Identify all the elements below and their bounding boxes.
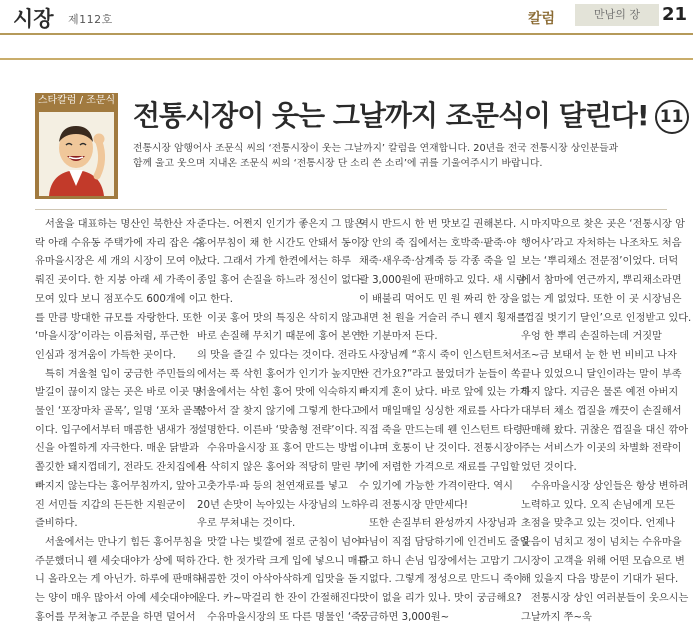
body-text-line: ‘껍질 벗기기 달인’으로 인정받고 있다.: [521, 312, 692, 324]
body-text-line: 홍어를 무쳐놓고 주문을 하면 덜어서: [35, 611, 196, 623]
body-text-line: 설명한다. 이른바 ‘맞춤형 전략’이다.: [197, 424, 358, 436]
series-number-badge: 11: [655, 100, 689, 134]
body-column-4: [521, 216, 692, 627]
body-text-line: ‘마을시장’이라는 이름처럼, 푸근한: [35, 331, 189, 343]
lead-line: 전통시장 암행어사 조문식 씨의 ‘전통시장이 웃는 그날까지’ 칼럼을 연재합니다. 20년을 전국 전통시장 상인분들과: [133, 143, 619, 154]
body-text-line: 서울에서는 삭힌 홍어 맛에 익숙하지: [197, 387, 358, 399]
body-divider: [35, 209, 667, 210]
body-text-line: 대부터 채소 껍질을 깨끗이 손질해서: [521, 406, 682, 418]
columnist-portrait-illustration: [39, 112, 114, 196]
body-text-line: 진 서민들 지갑의 든든한 지원군이: [35, 499, 186, 511]
body-text-line: 종일 홍어 손질을 하느라 정신이 없다: [197, 275, 361, 287]
body-text-line: 전통시장 상인 여러분들이 웃으시는: [531, 593, 689, 605]
body-text-line: 운다. 카~막걸리 한 잔이 간절해진다.: [197, 593, 363, 605]
body-text-line: 노력하고 있다. 오직 손님에게 모든: [521, 499, 675, 511]
body-text-line: 하지 않다. 지금은 물론 예전 아버지: [521, 387, 679, 399]
body-text-line: 조~금 보태서 눈 한 번 비비고 나자: [521, 349, 677, 361]
body-text-line: 장 안의 죽 집에서는 호박죽·팥죽·야: [359, 237, 517, 249]
body-text-line: 우리 전통시장 만만세다!: [359, 499, 468, 511]
body-text-line: 초점을 맞추고 있는 것이다. 언제나: [521, 518, 675, 530]
sijang-logo: [12, 4, 56, 32]
logo-text: 시장: [13, 7, 54, 31]
body-text-line: 괄 3,000원에 판매하고 있다. 새 시람: [359, 275, 526, 287]
body-text-line: 역시 반드시 한 번 맛보길 권해본다. 시: [359, 219, 530, 230]
body-text-line: 쫄깃한 돼지껍데기, 전라도 잔치집에서: [35, 462, 206, 474]
body-text-line: 고 한다.: [197, 293, 233, 305]
body-text-line: 났다. 그래서 가게 한켠에서는 하루: [197, 256, 351, 268]
body-text-line: 판매해 왔다. 귀찮은 껍질을 대신 깎아: [521, 424, 689, 436]
body-text-line: 었던 것이다.: [521, 462, 577, 474]
body-text-line: 주문했더니 웬 세숫대야가 상에 떡하: [35, 555, 196, 567]
body-text-line: 채죽·새우죽·삼계죽 등 각종 죽을 일: [359, 256, 517, 268]
body-text-line: 즐비하다.: [35, 518, 78, 530]
body-text-line: 준다는. 어쩐지 인기가 좋은지 그 많은: [197, 219, 365, 230]
page-number: 21: [662, 4, 688, 25]
body-text-line: 맛깔 나는 빛깔에 절로 군침이 넘어: [207, 536, 361, 548]
body-text-line: 새콤한 것이 아삭아삭하게 입맛을 돋: [197, 574, 358, 586]
body-text-line: 바로 손질해 무치기 때문에 홍어 본연: [197, 331, 361, 343]
body-text-line: 인심과 정겨움이 가득한 곳이다.: [35, 349, 176, 361]
body-text-line: 수유마을시장의 또 다른 명물인 ‘죽’: [207, 611, 365, 623]
body-text-line: 우로 무쳐내는 것이다.: [197, 518, 296, 530]
body-text-line: 수 있기에 가능한 가격이란다. 역시: [359, 480, 513, 492]
body-text-line: 따님이 직접 담당하기에 인건비도 줄일: [359, 536, 530, 548]
section-label: 칼럼: [528, 11, 556, 27]
body-text-line: 이냐며 호통이 난 것이다. 전통시장이: [359, 443, 523, 455]
lead-line: 함께 울고 웃으며 지내온 조문식 씨의 ‘전통시장 단 소리 쓴 소리’에 귀를 기울여주시기 바랍니다.: [133, 158, 543, 169]
body-text-line: 다고 하니 손님 입장에서는 고맙기 그: [359, 555, 523, 567]
body-text-line: 수유마을시장 표 홍어 만드는 방법: [207, 443, 358, 455]
body-text-line: 에서 매일매일 싱싱한 재료를 사다가: [359, 406, 520, 418]
body-text-line: 홍어무침이 채 한 시간도 안돼서 동이: [197, 237, 361, 249]
body-text-line: 행어사’라고 자처하는 나조차도 처음: [521, 237, 682, 249]
body-text-line: 끝나 있었으니 달인이라는 말이 부족: [521, 368, 682, 380]
body-text-line: 없는 게 없었다. 또한 이 곳 시장님은: [521, 293, 682, 305]
body-text-line: 기에 저렴한 가격으로 재료를 구입할: [359, 462, 520, 474]
body-text-line: 수유마을시장 상인들은 항상 변하려: [531, 480, 689, 492]
body-column-2: [197, 216, 368, 627]
body-text-line: 고춧가루·파 등의 천연재료를 넣고: [197, 480, 348, 492]
body-text-line: 이다. 입구에서부터 매콤한 냄새가 정: [35, 424, 199, 436]
body-text-line: 우엉 한 뿌리 손질하는데 거짓말: [521, 331, 662, 343]
body-text-line: 빠지지 않는다는 홍어무침까지, 앞아: [35, 480, 196, 492]
body-text-line: 20년 손맛이 녹아있는 사장님의 노하: [197, 499, 361, 511]
body-text-line: 싼 건가요?”라고 물었더가 눈들이 쏙: [359, 368, 521, 380]
article-lead: [133, 141, 663, 171]
body-text-line: 의 맛을 즐길 수 있다는 것이다. 전라도: [197, 349, 368, 361]
body-text-line: 간다. 한 젓가락 크게 입에 넣으니 매콤: [197, 555, 368, 567]
body-text-line: 에서 참마에 연근까지, 뿌리채소라면: [521, 275, 682, 287]
body-text-line: 은 삭히지 않은 홍어와 적당히 말린 무: [197, 462, 365, 474]
body-text-line: 궁금하면 3,000원~: [359, 611, 450, 623]
body-text-line: 락 아래 수유동 주택가에 자리 잡은 수: [35, 237, 203, 249]
body-text-line: 서울에서는 만나기 힘든 홍어무침을: [45, 536, 203, 548]
body-text-line: 이곳 홍어 맛의 특징은 삭히지 않고: [207, 312, 361, 324]
body-text-line: 니 올라오는 게 아닌가. 하루에 판매하: [35, 574, 203, 586]
body-text-line: 발길이 끊이지 않는 곳은 바로 이곳 명: [35, 387, 203, 399]
body-text-line: 한 기분마저 든다.: [359, 331, 438, 343]
body-text-line: 를 만큼 방대한 규모를 자랑한다. 또한: [35, 312, 203, 324]
body-column-1: [35, 216, 206, 627]
body-text-line: 뤄진 곳이다. 한 지붕 아래 세 가족이: [35, 275, 196, 287]
body-text-line: 빠지게 혼이 났다. 바로 앞에 있는 가게: [359, 387, 530, 399]
body-column-3: [359, 216, 530, 627]
header-rule: [0, 33, 693, 35]
body-text-line: 마지막으로 찾은 곳은 ‘전통시장 암: [531, 219, 685, 230]
body-text-line: 특히 겨울철 입이 궁금한 주민들의: [45, 368, 196, 380]
body-text-line: 모여 있다 보니 점포수도 600개에 이: [35, 293, 199, 305]
article-title-text: 전통시장이 웃는 그날까지 조문식이 달린다!: [133, 99, 649, 132]
body-text-line: 주는 서비스가 이곳의 차별화 전략이: [521, 443, 682, 455]
body-text-line: 직접 죽을 만드는데 웬 인스턴트 타령: [359, 424, 523, 436]
article-title: [133, 94, 689, 134]
body-text-line: 시장이 고객을 위해 어떤 모습으로 변: [521, 555, 685, 567]
issue-number: 제112호: [68, 13, 113, 26]
body-text-line: 보는 ‘뿌리채소 전문점’이었다. 더덕: [521, 256, 679, 268]
body-text-line: 이 배불리 먹어도 민 원 짜리 한 장을: [359, 293, 520, 305]
body-text-line: 않아서 잘 찾지 않기에 그렇게 한다고: [197, 406, 361, 418]
body-text-line: 에서는 푹 삭힌 홍어가 인기가 높지만: [197, 368, 361, 380]
body-text-line: 또한 손질부터 완성까지 사장님과: [369, 518, 517, 530]
body-text-line: 해 있을지 다음 방문이 기대가 된다.: [521, 574, 679, 586]
body-text-line: 그날까지 쭈~욱: [521, 611, 592, 623]
body-text-line: 서울을 대표하는 명산인 북한산 자: [45, 219, 196, 230]
body-text-line: 웃음이 넘치고 정이 넘치는 수유마을: [521, 536, 682, 548]
body-text-line: 지없다. 그렇게 정성으로 만드니 죽이: [359, 574, 523, 586]
header-underline: [0, 58, 693, 60]
body-text-line: 내면 천 원을 거슬러 주니 웬지 횡재를: [359, 312, 527, 324]
body-text-line: 신을 아찔하게 자극한다. 매운 닭발과: [35, 443, 199, 455]
body-text-line: 는 양이 매우 많아서 아예 세숫대야에: [35, 593, 199, 605]
body-text-line: 물인 ‘포장마차 골목’, 일명 ‘포차 골목’: [35, 406, 206, 418]
columnist-tag: 스타칼럼 / 조문식: [37, 95, 116, 106]
body-text-line: 유마을시장은 세 개의 시장이 모여 이: [35, 256, 199, 268]
body-text-line: 사장님께 “휴시 죽이 인스턴트처서: [369, 349, 522, 361]
subsection-label: 만남의 장: [575, 4, 659, 26]
columnist-profile: [35, 93, 118, 199]
page-header: [0, 0, 693, 62]
body-text-line: 맛이 없을 리가 있나. 맛이 궁금해요?: [359, 593, 522, 605]
